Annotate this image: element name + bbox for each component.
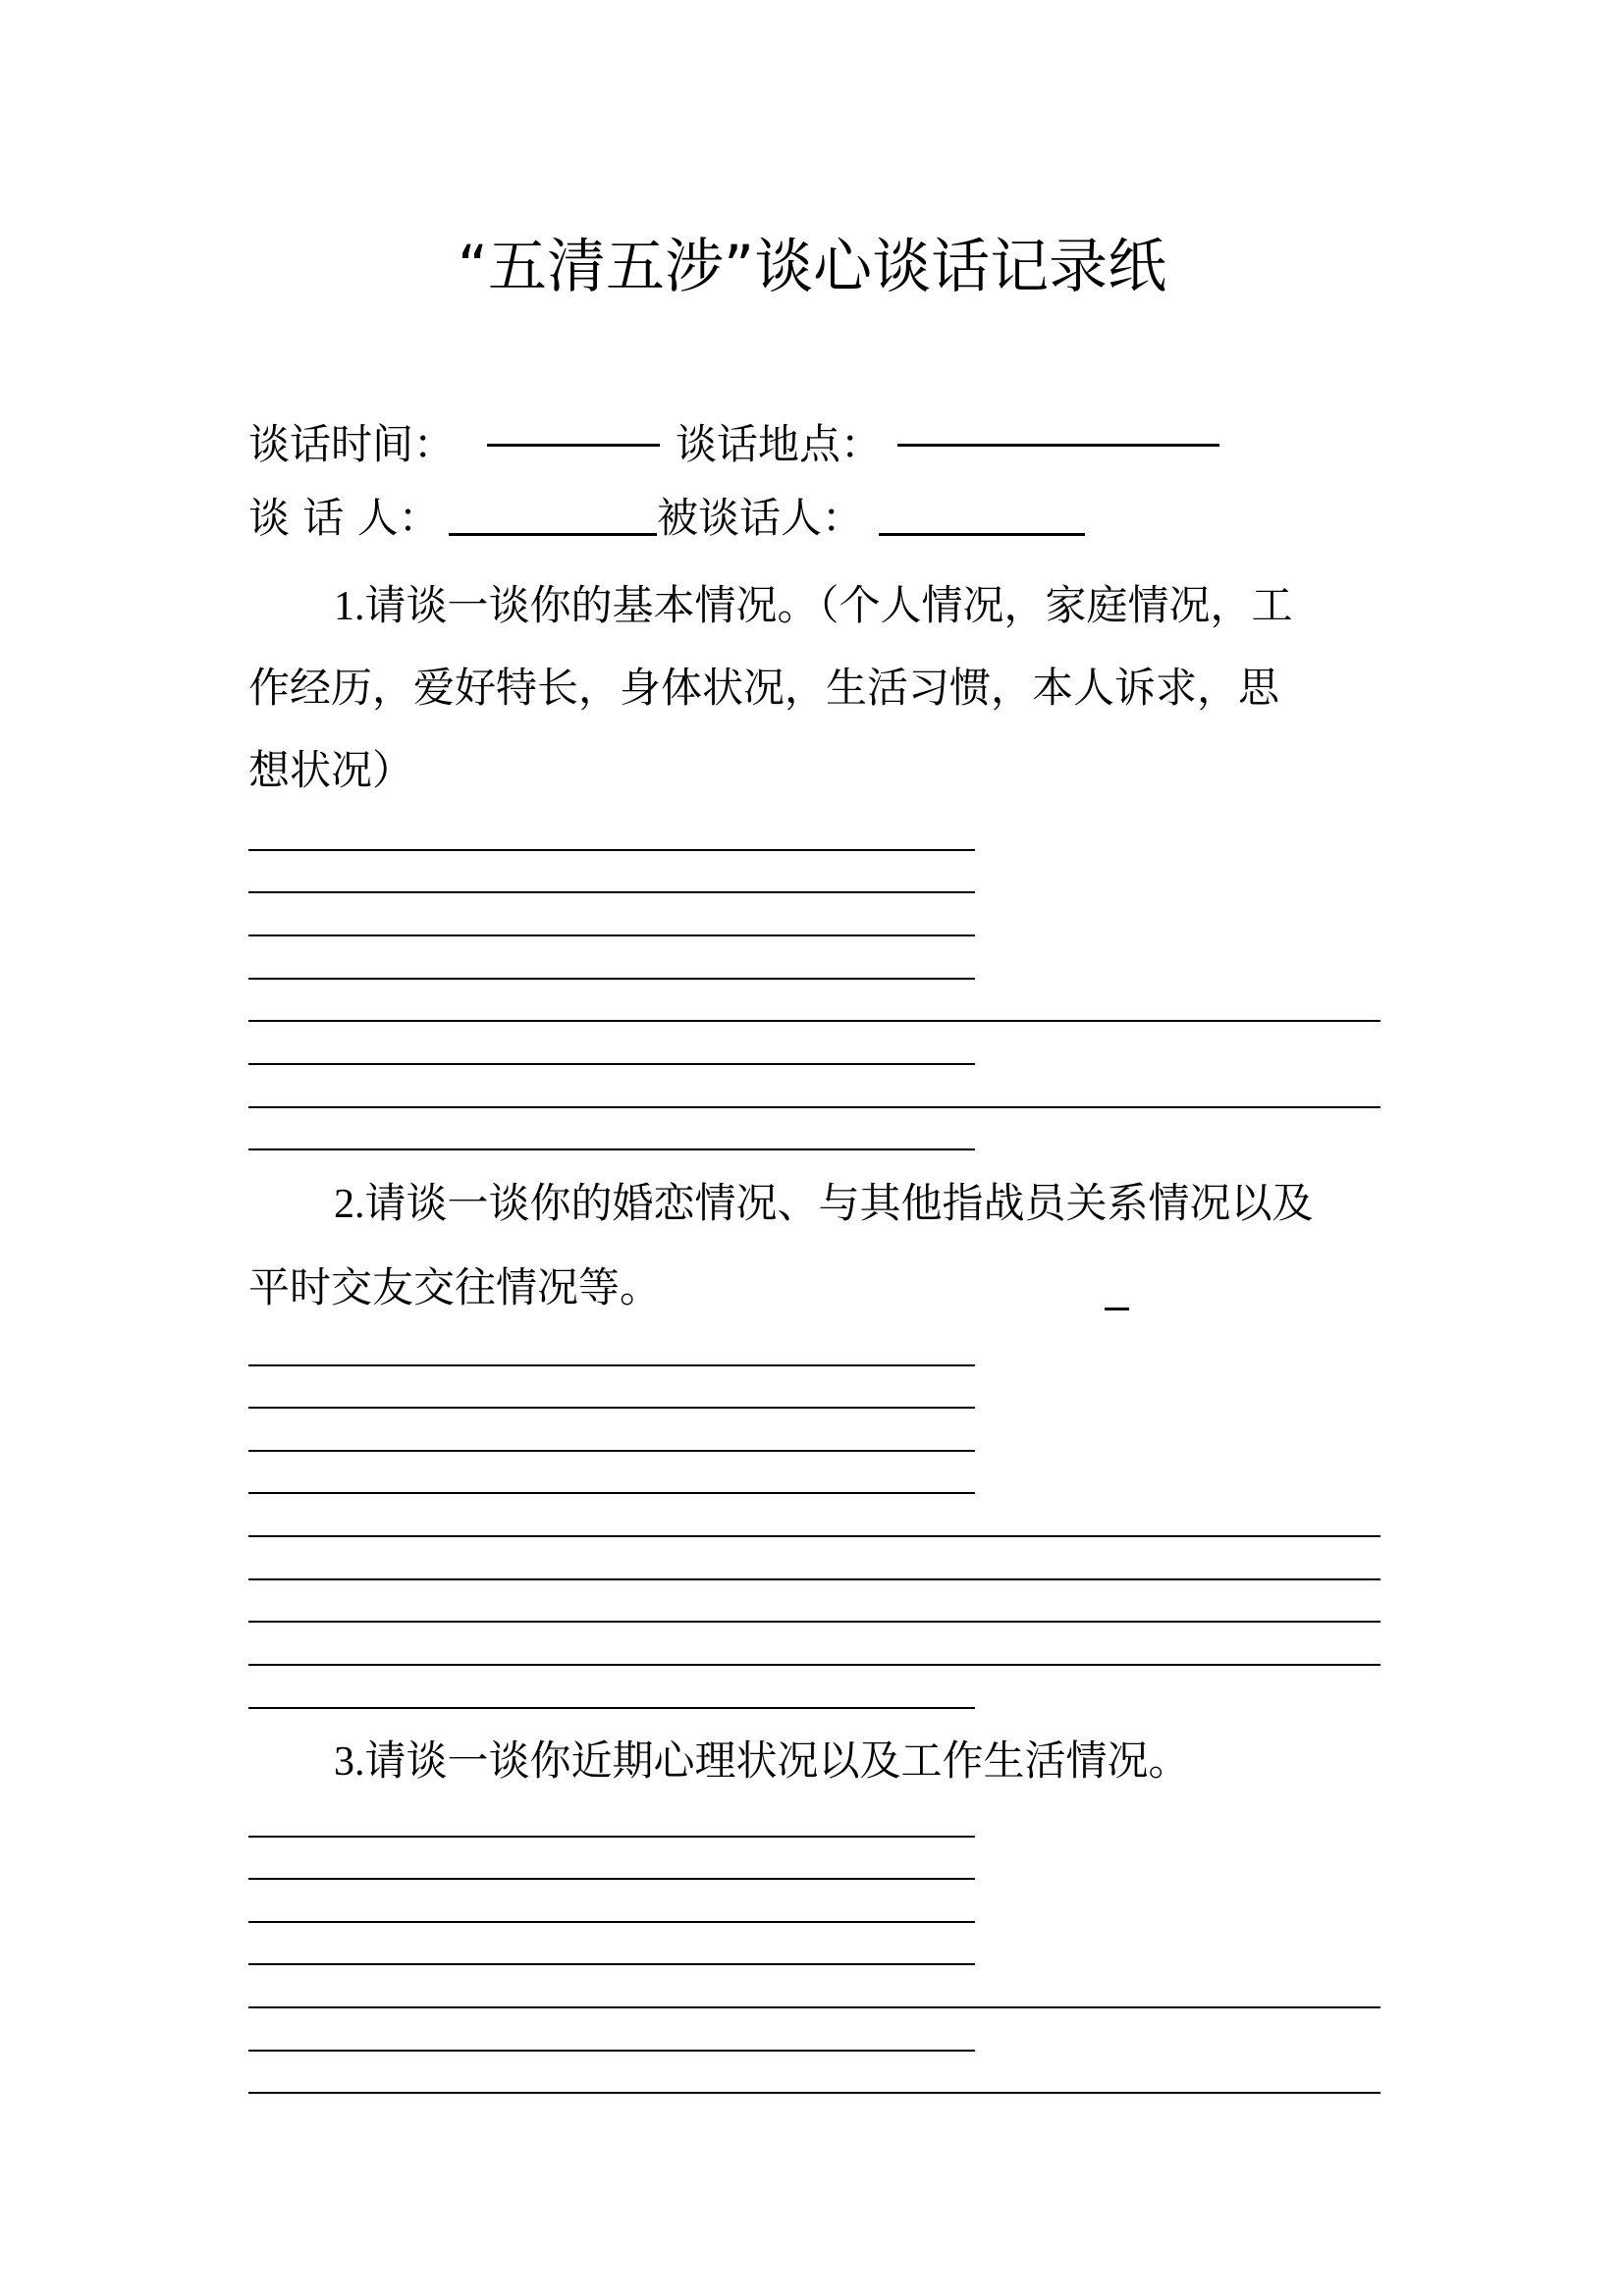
answer-line[interactable] (248, 1407, 975, 1409)
answer-line[interactable] (248, 1063, 975, 1065)
answer-line[interactable] (248, 1364, 975, 1366)
question-text: 请谈一谈你的婚恋情况、与其他指战员关系情况以及 (364, 1179, 1314, 1227)
answer-line[interactable] (248, 1148, 975, 1150)
talk-time-label: 谈话时间： (248, 420, 456, 468)
answer-line[interactable] (248, 1664, 1380, 1666)
talk-place-label: 谈话地点： (676, 420, 883, 468)
answer-line[interactable] (248, 1450, 975, 1452)
answer-line[interactable] (248, 934, 975, 936)
answer-line[interactable] (248, 1836, 975, 1838)
answer-line[interactable] (248, 2050, 975, 2052)
talk-time-field[interactable] (487, 444, 660, 447)
question-number: 3. (334, 1739, 365, 1785)
question-2-line-2: 平时交友交往情况等。 (248, 1263, 662, 1311)
answer-line[interactable] (248, 1707, 975, 1709)
question-1-line-1 (334, 578, 1293, 634)
question-1-line-2: 作经历，爱好特长，身体状况，生活习惯，本人诉求，思 (248, 664, 1280, 712)
interviewee-label: 被谈话人： (657, 494, 864, 542)
answer-line[interactable] (248, 2006, 1380, 2008)
question-text: 请谈一谈你的基本情况。（个人情况，家庭情况，工 (364, 581, 1293, 629)
answer-line[interactable] (248, 1878, 975, 1880)
answer-line[interactable] (248, 891, 975, 893)
answer-line[interactable] (248, 2092, 1380, 2094)
talk-place-field[interactable] (897, 444, 1219, 447)
answer-line[interactable] (248, 1020, 1380, 1022)
answer-line[interactable] (248, 1921, 975, 1923)
answer-line[interactable] (248, 1492, 975, 1494)
question-number: 1. (334, 584, 365, 629)
interviewee-field[interactable] (879, 533, 1085, 536)
answer-line[interactable] (248, 1621, 1380, 1623)
question-2-line-1 (334, 1176, 1314, 1232)
question-number: 2. (334, 1182, 365, 1227)
answer-line[interactable] (248, 1535, 1380, 1537)
page-title: “五清五涉”谈心谈话记录纸 (457, 233, 1167, 301)
talker-label: 谈 话 人： (248, 494, 440, 542)
answer-line[interactable] (248, 978, 975, 980)
answer-line[interactable] (248, 1578, 1380, 1580)
talker-field[interactable] (449, 533, 657, 536)
answer-line[interactable] (248, 1963, 975, 1965)
answer-line[interactable] (248, 849, 975, 851)
question-3-line-1 (334, 1734, 1190, 1789)
question-text: 请谈一谈你近期心理状况以及工作生活情况。 (364, 1736, 1190, 1785)
answer-line[interactable] (248, 1106, 1380, 1108)
question-1-line-3: 想状况） (248, 746, 414, 794)
stray-underline (1105, 1308, 1129, 1310)
